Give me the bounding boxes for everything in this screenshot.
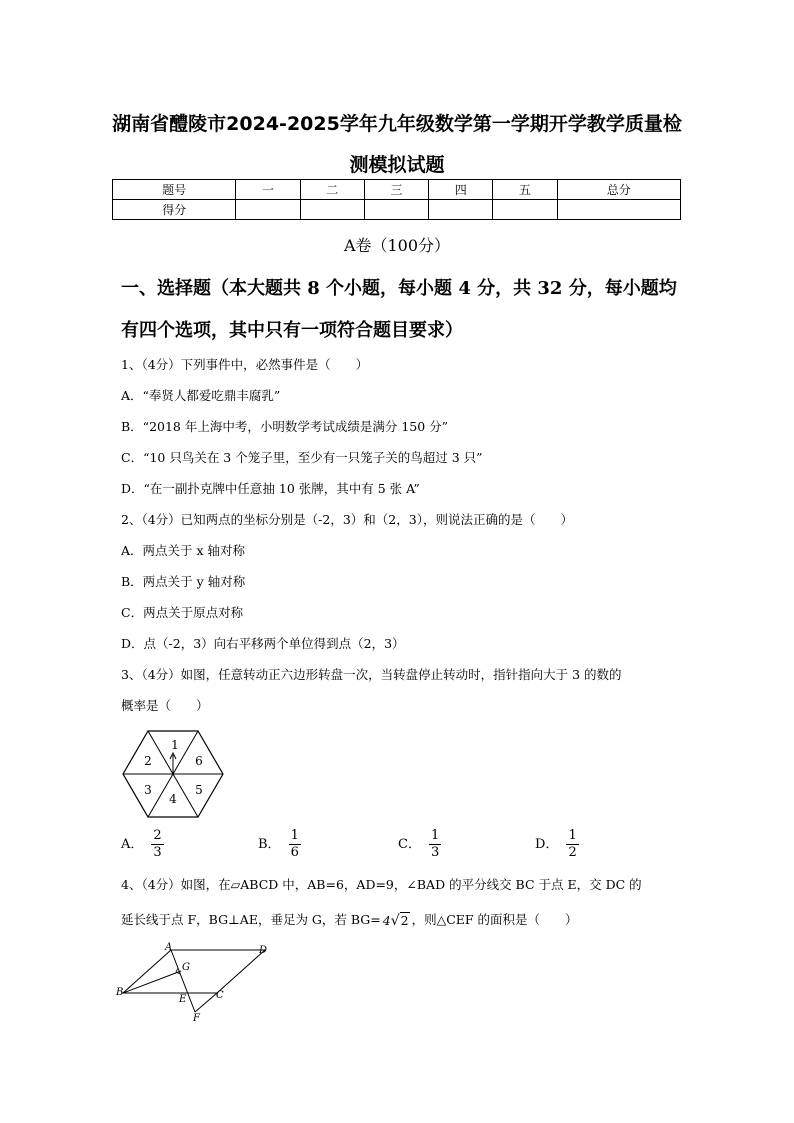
hex-label: 1 <box>171 738 179 752</box>
option-a[interactable]: A．两点关于 x 轴对称 <box>121 543 246 558</box>
point-label: B <box>116 987 124 998</box>
option-c[interactable]: C．“10 只鸟关在 3 个笼子里，至少有一只笼子关的鸟超过 3 只” <box>121 450 483 465</box>
point-label: F <box>193 1013 200 1024</box>
page-title-cont: 测模拟试题 <box>349 154 445 176</box>
sqrt-expression: 4√2 <box>382 912 409 929</box>
hexagon-spinner-figure <box>118 727 234 823</box>
option-d[interactable]: D． $\frac{1}{2}$ <box>535 828 577 860</box>
paper-section-label: A卷（100分） <box>343 236 451 255</box>
question-stem: 2、（4分）已知两点的坐标分别是（-2，3）和（2，3），则说法正确的是（ ） <box>121 512 573 527</box>
point-label: G <box>182 962 190 973</box>
option-b[interactable]: B． $\frac{1}{6}$ <box>258 828 299 860</box>
score-input-cell[interactable] <box>236 200 300 220</box>
section-heading-cont: 有四个选项，其中只有一项符合题目要求） <box>121 320 463 341</box>
option-c[interactable]: C． $\frac{1}{3}$ <box>398 828 440 860</box>
question-stem: 3、（4分）如图，任意转动正六边形转盘一次，当转盘停止转动时，指针指向大于 3 的数的 <box>121 667 622 682</box>
score-input-cell[interactable] <box>429 200 493 220</box>
hex-label: 4 <box>169 792 177 806</box>
hex-label: 6 <box>195 754 203 768</box>
point-label: E <box>179 994 187 1005</box>
hex-label: 5 <box>195 783 203 797</box>
table-cell: 二 <box>300 180 364 200</box>
score-input-cell[interactable] <box>493 200 557 220</box>
table-cell: 一 <box>236 180 300 200</box>
score-table <box>112 179 681 220</box>
parallelogram-figure <box>115 940 280 1025</box>
question-stem: 4、（4分）如图，在▱ABCD 中，AB=6，AD=9，∠BAD 的平分线交 BC 于点 E，交 DC 的 <box>121 877 642 892</box>
question-stem: 1、（4分）下列事件中，必然事件是（ ） <box>121 357 369 372</box>
table-cell: 总分 <box>557 180 680 200</box>
question-stem-cont: 延长线于点 F，BG⊥AE，垂足为 G，若 BG= 4√2 ，则△CEF 的面积是（ ） <box>121 912 578 929</box>
option-a[interactable]: A． $\frac{2}{3}$ <box>121 828 162 860</box>
option-d[interactable]: D．点（-2，3）向右平移两个单位得到点（2，3） <box>121 636 405 651</box>
section-heading: 一、选择题（本大题共 8 个小题，每小题 4 分，共 32 分，每小题均 <box>121 278 677 299</box>
table-row <box>113 200 681 220</box>
page-title: 湖南省醴陵市2024-2025学年九年级数学第一学期开学教学质量检 <box>112 113 682 135</box>
point-label: C <box>216 990 224 1001</box>
hex-label: 2 <box>144 754 152 768</box>
table-cell: 五 <box>493 180 557 200</box>
option-a[interactable]: A．“奉贤人都爱吃鼎丰腐乳” <box>121 388 281 403</box>
score-input-cell[interactable] <box>364 200 428 220</box>
option-c[interactable]: C．两点关于原点对称 <box>121 605 244 620</box>
point-label: A <box>165 942 173 953</box>
score-input-cell[interactable] <box>557 200 680 220</box>
table-cell: 四 <box>429 180 493 200</box>
hex-label: 3 <box>144 783 152 797</box>
option-d[interactable]: D．“在一副扑克牌中任意抽 10 张牌，其中有 5 张 A” <box>121 481 420 496</box>
point-label: D <box>259 945 268 956</box>
option-b[interactable]: B．“2018 年上海中考，小明数学考试成绩是满分 150 分” <box>121 419 449 434</box>
table-row <box>113 180 681 200</box>
question-stem-cont: 概率是（ ） <box>121 698 209 713</box>
table-cell: 三 <box>364 180 428 200</box>
table-cell: 得分 <box>113 200 236 220</box>
option-b[interactable]: B．两点关于 y 轴对称 <box>121 574 246 589</box>
score-input-cell[interactable] <box>300 200 364 220</box>
table-cell: 题号 <box>113 180 236 200</box>
